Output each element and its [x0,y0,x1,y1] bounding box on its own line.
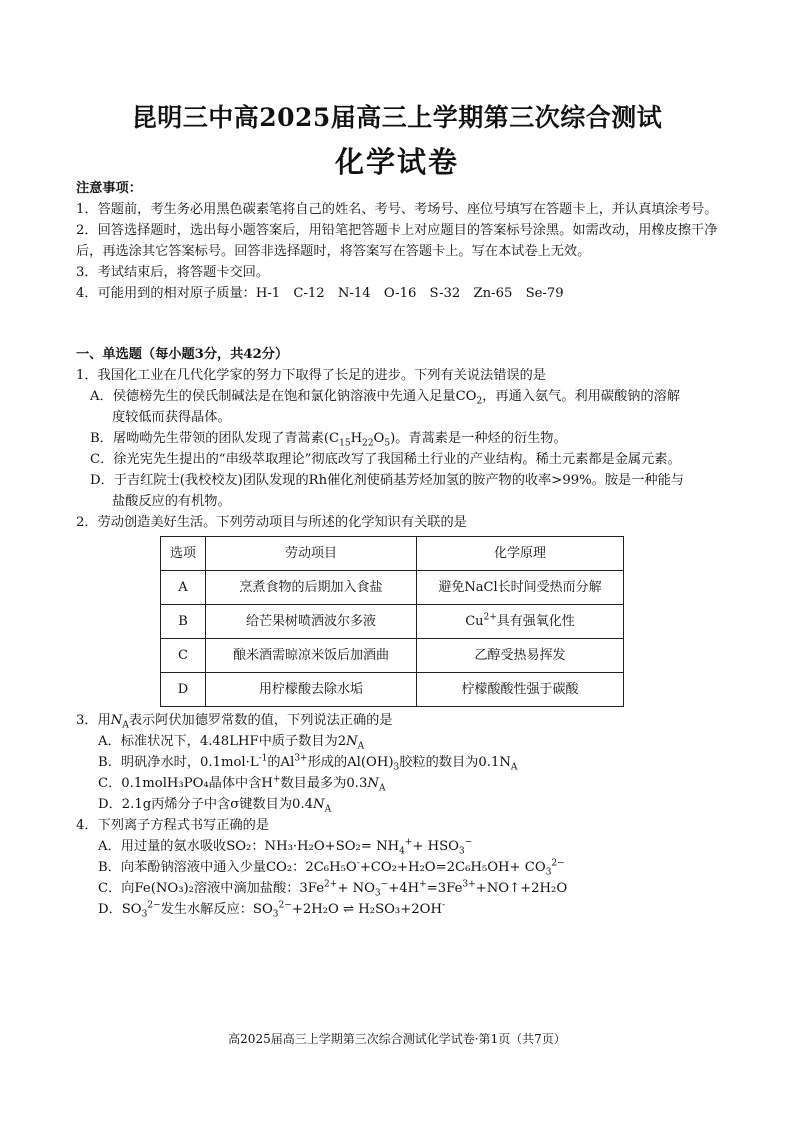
q1-a-sub: 2 [476,396,483,407]
table-cell: 乙醇受热易挥发 [417,639,624,673]
notice-item-3: 3．考试结束后，将答题卡交回。 [76,265,270,280]
section-gap [76,304,724,344]
table-row [161,605,624,639]
table-cell [417,605,624,639]
q4-c-text3: +4H [388,881,420,896]
q3-d-na-sub: A [324,804,332,815]
q3-option-b [76,752,724,773]
q4-c-sub2: 3 [374,888,381,899]
q1-b-sub2: 22 [362,438,374,449]
table-cell: 柠檬酸酸性强于碳酸 [417,673,624,707]
q3-c-sup: + [272,774,281,785]
q4-a-text2: + HSO [412,839,459,854]
table-header-cell: 选项 [161,537,206,571]
q4-b-text1: B．向苯酚钠溶液中通入少量CO₂：2C₆H₅O [98,860,357,875]
q1-a-text1: A．侯德榜先生的侯氏制碱法是在饱和氯化钠溶液中先通入足量CO [90,389,477,404]
q1-b-o: O [373,431,385,446]
q4-stem: 4．下列离子方程式书写正确的是 [76,818,270,833]
table-cell: A [161,571,206,605]
q3-b-text1: B．明矾净水时，0.1mol·L [98,755,259,770]
q4-d-text3: +2H₂O ⇌ H₂SO₃+2OH [291,902,442,917]
cu-ion: Cu [465,614,484,629]
q4-d-sup2: 2− [278,900,292,911]
q1-option-d-cont: 盐酸反应的有机物。 [112,494,231,509]
exam-title: 昆明三中高2025届高三上学期第三次综合测试 [131,103,663,132]
q3-option-a [76,731,724,752]
q1-option-c: C．徐光宪先生提出的“串级萃取理论”彻底改写了我国稀土行业的产业结构。稀土元素都是金属元素。 [90,452,681,467]
q3-b-text4: 胶粒的数目为0.1N [399,755,511,770]
q4-a-sup1: + [404,837,413,848]
q4-c-sup1: 2+ [324,879,338,890]
q4-c-text1: C．向Fe(NO₃)₂溶液中滴加盐酸：3Fe [98,881,325,896]
q4-c-sup4: 3+ [462,879,476,890]
q1-option-a [76,386,724,407]
q1-a-text2: ，再通入氨气。利用碳酸钠的溶解 [482,389,681,404]
q4-d-text1: D．SO [98,902,142,917]
table-row [161,673,624,707]
q3-b-sup1: -1 [258,753,268,764]
table-cell: B [161,605,206,639]
q4-c-text2: + NO [337,881,375,896]
q4-b-sup1: - [356,858,360,869]
table-header-cell: 化学原理 [417,537,624,571]
table-cell: 避免NaCl长时间受热而分解 [417,571,624,605]
table-cell: 酿米酒需晾凉米饭后加酒曲 [206,639,417,673]
q1-b-text2: )。青蒿素是一种烃的衍生物。 [390,431,567,446]
q4-b-text2: +CO₂+H₂O=2C₆H₅OH+ CO [359,860,546,875]
table-cell: 给芒果树喷洒波尔多液 [206,605,417,639]
q4-option-b [76,857,724,878]
q4-c-text4: =3Fe [426,881,463,896]
exam-subtitle: 化学试卷 [334,145,459,179]
q4-b-sup2: 2− [551,858,565,869]
section1-heading: 一、单选题（每小题3分，共42分） [76,347,289,362]
q4-a-sub1: 4 [399,846,405,857]
q3-a-na-sub: A [357,741,365,752]
q1-b-text1: B．屠呦呦先生带领的团队发现了青蒿素(C [90,431,340,446]
notice-item-2: 2．回答选择题时，选出每小题答案后，用铅笔把答题卡上对应题目的答案标号涂黑。如需改动，用橡皮擦干净后，再选涂其它答案标号。回答非选择题时，将答案写在答题卡上。写在本试卷上无效。 [76,223,718,259]
q3-stem-text1: 3．用 [76,713,111,728]
q3-na-sub: A [122,720,129,731]
q1-option-b [76,428,724,449]
cu-ion-charge: 2+ [483,612,497,623]
q4-a-text1: A．用过量的氨水吸收SO₂：NH₃·H₂O+SO₂= NH [98,839,400,854]
q4-option-a [76,836,724,857]
q1-b-sub1: 15 [339,438,351,449]
table-row [161,571,624,605]
notice-item-1: 1．答题前，考生务必用黑色碳素笔将自己的姓名、考号、考场号、座位号填写在答题卡上，并认真填涂考号。 [76,202,718,217]
q4-b-sub2: 3 [545,867,552,878]
q3-c-na-sub: A [378,783,386,794]
notice-item-4: 4．可能用到的相对原子质量：H-1 C-12 N-14 O-16 S-32 Zn-65 Se-79 [76,286,564,301]
q4-d-sup3: - [441,900,446,911]
q4-a-sub2: 3 [458,846,465,857]
q1-option-a-cont: 度较低而获得晶体。 [112,410,231,425]
notice-heading: 注意事项： [76,181,142,196]
table-cell: 用柠檬酸去除水垢 [206,673,417,707]
q3-d-na: N [313,797,325,812]
q4-option-d [76,899,724,920]
q3-stem-text2: 表示阿伏加德罗常数的值，下列说法正确的是 [128,713,393,728]
q3-option-c [76,773,724,794]
table-header-row [161,537,624,571]
q3-b-sub3: 3 [393,762,400,773]
q4-a-sup2: − [464,837,473,848]
q4-option-c [76,878,724,899]
q4-d-sub1: 3 [141,909,148,920]
q1-b-h: H [350,431,363,446]
table-cell: C [161,639,206,673]
q3-c-na: N [367,776,379,791]
q3-a-text: A．标准状况下，4.48LHF中质子数目为2 [98,734,347,749]
q3-option-d [76,794,724,815]
table-cell-text: 具有强氧化性 [496,614,575,629]
table-row [161,639,624,673]
q1-option-d: D．于吉红院士(我校校友)团队发现的Rh催化剂使硝基芳烃加氢的胺产物的收率>99%。胺是一种能与 [90,473,684,488]
q3-b-text2: 的Al [267,755,295,770]
q4-c-text5: +NO↑+2H₂O [475,881,568,896]
q4-d-text2: 发生水解反应：SO [160,902,273,917]
q1-b-sub3: 5 [384,438,391,449]
q4-d-sup1: 2− [147,900,161,911]
q2-stem: 2．劳动创造美好生活。下列劳动项目与所述的化学知识有关联的是 [76,515,467,530]
q3-c-text1: C．0.1molH₃PO₄晶体中含H [98,776,273,791]
q3-d-text: D．2.1g丙烯分子中含σ键数目为0.4 [98,797,314,812]
q4-c-sup3: + [419,879,427,890]
q4-c-sup2: − [380,879,389,890]
q1-stem: 1．我国化工业在几代化学家的努力下取得了长足的进步。下列有关说法错误的是 [76,368,546,383]
exam-body [76,178,724,920]
q3-c-text2: 数目最多为0.3 [280,776,368,791]
table-header-cell: 劳动项目 [206,537,417,571]
q3-stem [76,710,724,731]
table-cell: 烹煮食物的后期加入食盐 [206,571,417,605]
q3-b-text3: 形成的Al(OH) [307,755,394,770]
q3-b-sub4: A [510,762,518,773]
q3-a-na: N [346,734,358,749]
q2-table [160,536,624,707]
q3-na: N [110,713,123,728]
q4-d-sub2: 3 [272,909,279,920]
page-footer: 高2025届高三上学期第三次综合测试化学试卷·第1页（共7页） [228,1032,566,1046]
q3-b-sup2: 3+ [294,753,308,764]
table-cell: D [161,673,206,707]
